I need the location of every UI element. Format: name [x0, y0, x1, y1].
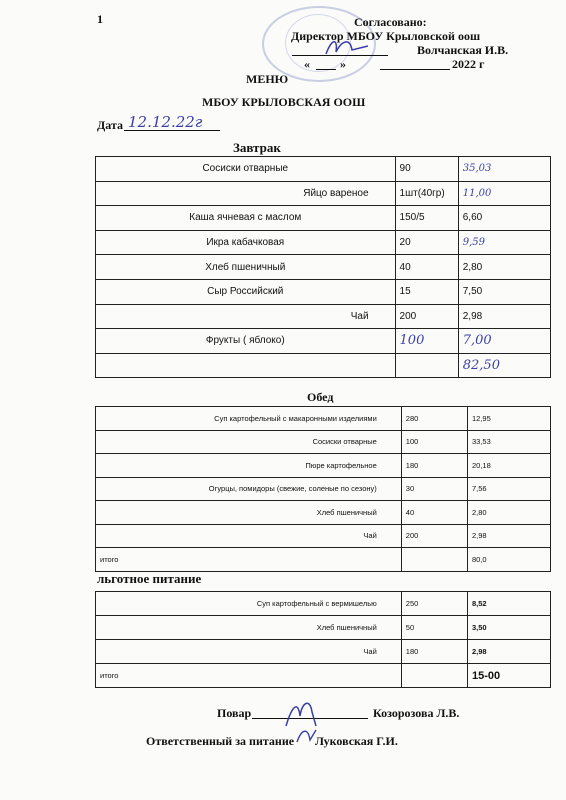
lunch-title: Обед: [307, 390, 334, 404]
dish-qty: 30: [401, 477, 467, 501]
date-value: 12.12.22г: [128, 113, 203, 131]
table-row: [96, 501, 551, 525]
table-row: [96, 329, 551, 354]
date-quote-open: «: [304, 57, 310, 71]
dish-qty: [401, 548, 467, 572]
table-row: [96, 640, 551, 664]
table-row: [96, 407, 551, 431]
dish-name: Чай: [96, 304, 396, 329]
dish-name: Сосиски отварные: [96, 430, 402, 454]
dish-price: 2,98: [467, 640, 550, 664]
dish-qty: 200: [395, 304, 458, 329]
table-row: [96, 279, 551, 304]
dish-name: Сыр Российский: [96, 279, 396, 304]
dish-qty: 50: [401, 616, 467, 640]
table-row: [96, 206, 551, 231]
dish-price: 7,56: [467, 477, 550, 501]
total-label: итого: [96, 548, 402, 572]
dish-name: Огурцы, помидоры (свежие, соленые по сезону): [96, 477, 402, 501]
dish-qty: 200: [401, 524, 467, 548]
dish-name: Икра кабачковая: [96, 230, 396, 255]
lunch-total: 80,0: [467, 548, 550, 572]
approval-position: Директор МБОУ Крыловской оош: [291, 29, 481, 43]
date-month-line: [380, 69, 450, 70]
preferential-table: [95, 591, 551, 688]
dish-name: Яйцо вареное: [96, 181, 396, 206]
dish-qty: 180: [401, 640, 467, 664]
dish-qty: 40: [401, 501, 467, 525]
dish-price: 20,18: [467, 454, 550, 478]
director-signature: [322, 36, 372, 60]
dish-qty: 15: [395, 279, 458, 304]
preferential-total: 15-00: [467, 664, 550, 688]
dish-name: Хлеб пшеничный: [96, 501, 402, 525]
dish-name: Чай: [96, 640, 402, 664]
responsible-name: Луковская Г.И.: [315, 734, 398, 748]
table-row: [96, 664, 551, 688]
dish-price: 7,00: [458, 329, 550, 354]
dish-qty: [401, 664, 467, 688]
dish-price: 9,59: [458, 230, 550, 255]
dish-qty: 180: [401, 454, 467, 478]
dish-name: Каша ячневая с маслом: [96, 206, 396, 231]
table-row: [96, 454, 551, 478]
dish-price: 6,60: [458, 206, 550, 231]
dish-qty: [395, 353, 458, 378]
table-row: [96, 157, 551, 182]
dish-name: Пюре картофельное: [96, 454, 402, 478]
dish-name: Фрукты ( яблоко): [96, 329, 396, 354]
dish-qty: 250: [401, 592, 467, 616]
dish-name: Хлеб пшеничный: [96, 616, 402, 640]
dish-price: 7,50: [458, 279, 550, 304]
dish-name: Сосиски отварные: [96, 157, 396, 182]
dish-qty: 100: [395, 329, 458, 354]
dish-name: Чай: [96, 524, 402, 548]
menu-title: МЕНЮ: [246, 72, 289, 86]
date-label: Дата: [97, 118, 123, 132]
dish-name: [96, 353, 396, 378]
approval-year: 2022 г: [452, 57, 485, 71]
dish-price: 12,95: [467, 407, 550, 431]
dish-price: 2,98: [467, 524, 550, 548]
lunch-table: [95, 406, 551, 572]
cook-name: Козорозова Л.В.: [373, 706, 460, 720]
dish-qty: 150/5: [395, 206, 458, 231]
dish-price: 2,98: [458, 304, 550, 329]
dish-name: Суп картофельный с макаронными изделиями: [96, 407, 402, 431]
dish-price: 33,53: [467, 430, 550, 454]
table-row: [96, 230, 551, 255]
total-label: итого: [96, 664, 402, 688]
table-row: [96, 430, 551, 454]
dish-name: Хлеб пшеничный: [96, 255, 396, 280]
table-row: [96, 304, 551, 329]
dish-price: 3,50: [467, 616, 550, 640]
dish-qty: 280: [401, 407, 467, 431]
table-row: [96, 181, 551, 206]
dish-qty: 100: [401, 430, 467, 454]
dish-price: 2,80: [467, 501, 550, 525]
dish-qty: 90: [395, 157, 458, 182]
dish-name: Суп картофельный с вермишелью: [96, 592, 402, 616]
dish-qty: 40: [395, 255, 458, 280]
table-row: [96, 548, 551, 572]
dish-price: 11,00: [458, 181, 550, 206]
table-row: [96, 524, 551, 548]
dish-price: 8,52: [467, 592, 550, 616]
dish-price: 35,03: [458, 157, 550, 182]
table-row: [96, 477, 551, 501]
table-row: [96, 255, 551, 280]
dish-price: 2,80: [458, 255, 550, 280]
dish-qty: 1шт(40гр): [395, 181, 458, 206]
responsible-label: Ответственный за питание: [146, 734, 295, 748]
director-name: Волчанская И.В.: [417, 43, 509, 57]
date-quote-close: »: [340, 57, 346, 71]
table-row: [96, 616, 551, 640]
preferential-title: льготное питание: [97, 571, 202, 586]
dish-qty: 20: [395, 230, 458, 255]
table-row: [96, 353, 551, 378]
breakfast-table: [95, 156, 551, 378]
approval-title: Согласовано:: [354, 15, 427, 29]
cook-label: Повар: [217, 706, 252, 720]
breakfast-title: Завтрак: [233, 140, 281, 155]
date-day-line: [316, 69, 336, 70]
table-row: [96, 592, 551, 616]
school-name: МБОУ КРЫЛОВСКАЯ ООШ: [202, 95, 366, 109]
page-number: 1: [97, 12, 103, 26]
breakfast-total: 82,50: [458, 353, 550, 378]
